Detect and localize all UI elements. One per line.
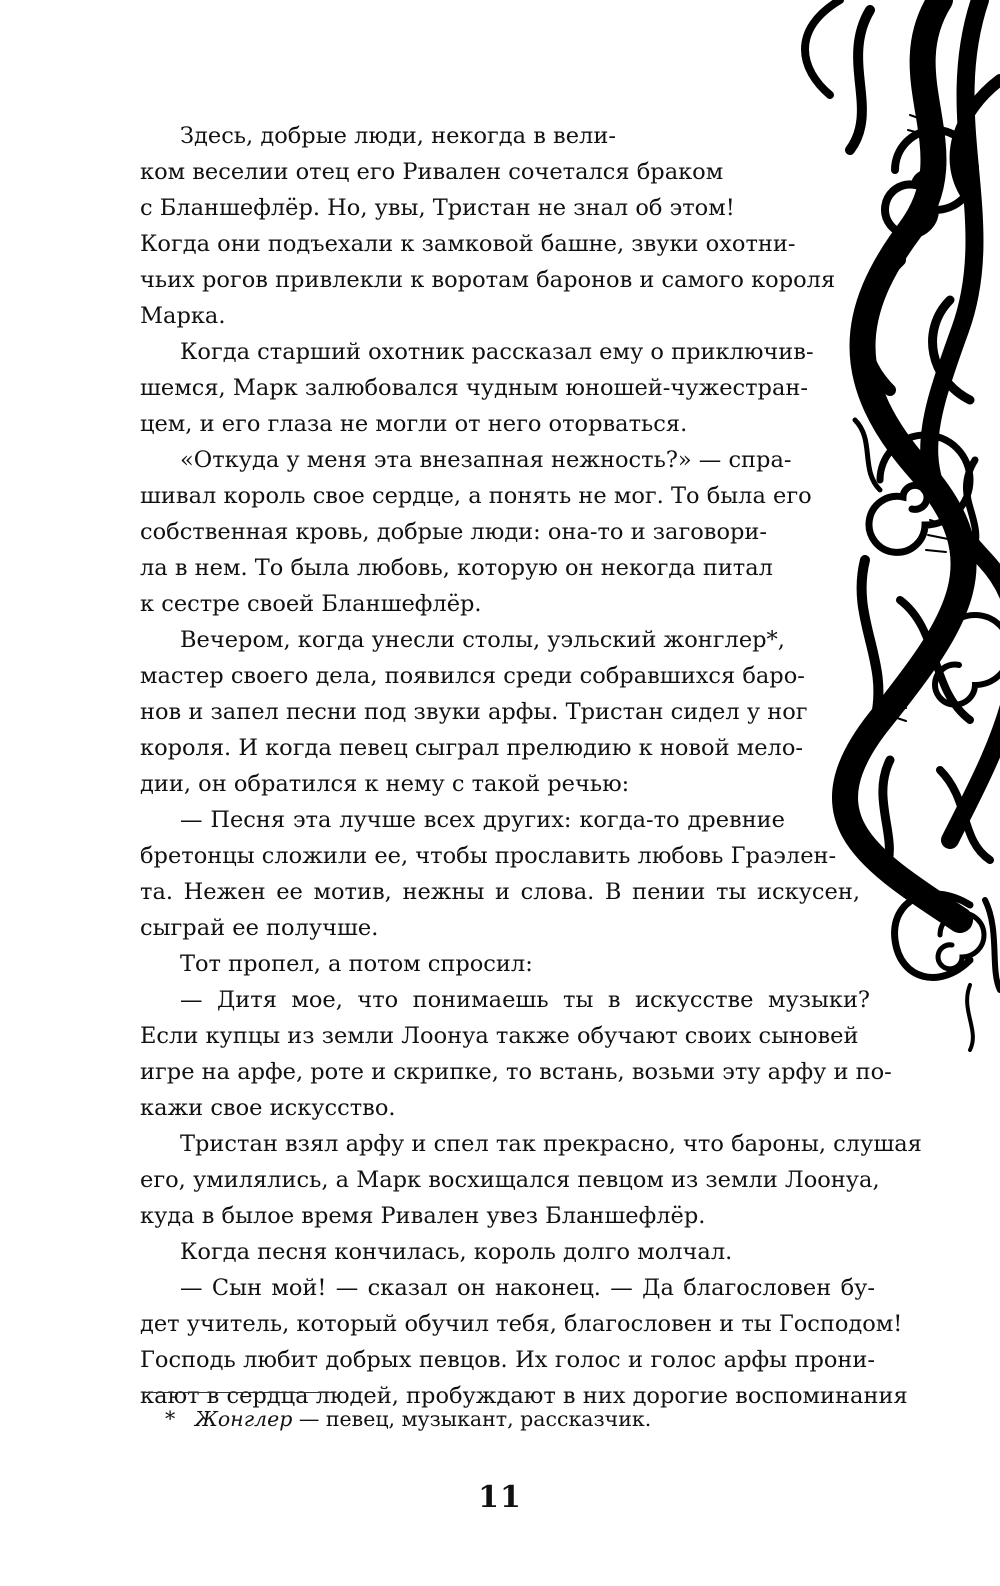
- body-text-line: кажи свое искусство.: [140, 1095, 396, 1121]
- body-text-line: Марка.: [140, 303, 226, 329]
- body-text-line: нов и запел песни под звуки арфы. Тристан сидел у ног: [140, 699, 808, 725]
- footnote: [165, 1404, 651, 1434]
- body-text-line: Когда они подъехали к замковой башне, звуки охотни-: [140, 231, 796, 257]
- body-text-line: его, умилялись, а Марк восхищался певцом из земли Лоонуа,: [140, 1167, 880, 1193]
- body-text-line: та. Нежен ее мотив, нежны и слова. В пении ты искусен,: [140, 879, 860, 905]
- body-text-line: Здесь, добрые люди, некогда в вели-: [180, 123, 616, 149]
- footnote-divider: [145, 1392, 335, 1393]
- body-text-line: цем, и его глаза не могли от него оторваться.: [140, 411, 688, 437]
- body-text-line: — Дитя мое, что понимаешь ты в искусстве музыки?: [180, 987, 870, 1013]
- body-text-line: бретонцы сложили ее, чтобы прославить любовь Граэлен-: [140, 843, 837, 869]
- body-text-line: чьих рогов привлекли к воротам баронов и самого короля: [140, 267, 836, 293]
- body-text-line: Когда старший охотник рассказал ему о приключив-: [180, 339, 814, 365]
- body-text-line: Если купцы из земли Лоонуа также обучают своих сыновей: [140, 1023, 859, 1049]
- body-text-line: ком веселии отец его Ривален сочетался браком: [140, 159, 724, 185]
- body-text-line: Вечером, когда унесли столы, уэльский жонглер*,: [180, 627, 785, 653]
- body-text-line: короля. И когда певец сыграл прелюдию к новой мело-: [140, 735, 803, 761]
- footnote-definition: — певец, музыкант, рассказчик.: [292, 1407, 652, 1431]
- body-text-line: дии, он обратился к нему с такой речью:: [140, 771, 630, 797]
- body-text-line: сыграй ее получше.: [140, 915, 379, 941]
- body-text-line: Тот пропел, а потом спросил:: [180, 951, 533, 977]
- body-text-line: шивал король свое сердце, а понять не мог. То была его: [140, 483, 812, 509]
- footnote-term: Жонглер: [194, 1407, 293, 1431]
- body-text-line: «Откуда у меня эта внезапная нежность?» — спра-: [180, 447, 792, 473]
- body-text-line: кают в сердца людей, пробуждают в них дорогие воспоминания: [140, 1383, 908, 1409]
- body-text-line: ла в нем. То была любовь, которую он некогда питал: [140, 555, 773, 581]
- page-number: 11: [478, 1480, 522, 1515]
- body-text-line: — Песня эта лучше всех других: когда-то древние: [180, 807, 785, 833]
- footnote-marker: *: [165, 1407, 176, 1431]
- body-text-line: шемся, Марк залюбовался чудным юношей-чужестран-: [140, 375, 808, 401]
- body-text-line: с Бланшефлёр. Но, увы, Тристан не знал об этом!: [140, 195, 735, 221]
- body-text-line: Когда песня кончилась, король долго молчал.: [180, 1239, 733, 1265]
- body-text-line: к сестре своей Бланшефлёр.: [140, 591, 482, 617]
- body-text-line: мастер своего дела, появился среди собравшихся баро-: [140, 663, 805, 689]
- body-text-line: куда в былое время Ривален увез Бланшефлёр.: [140, 1203, 706, 1229]
- body-text-line: дет учитель, который обучил тебя, благословен и ты Господом!: [140, 1311, 903, 1337]
- body-text-line: Господь любит добрых певцов. Их голос и голос арфы прони-: [140, 1347, 875, 1373]
- body-text-line: собственная кровь, добрые люди: она-то и заговори-: [140, 519, 767, 545]
- body-text-line: Тристан взял арфу и спел так прекрасно, что бароны, слушая: [180, 1131, 922, 1157]
- body-text-line: игре на арфе, роте и скрипке, то встань, возьми эту арфу и по-: [140, 1059, 892, 1085]
- body-text-line: — Сын мой! — сказал он наконец. — Да благословен бу-: [180, 1275, 875, 1301]
